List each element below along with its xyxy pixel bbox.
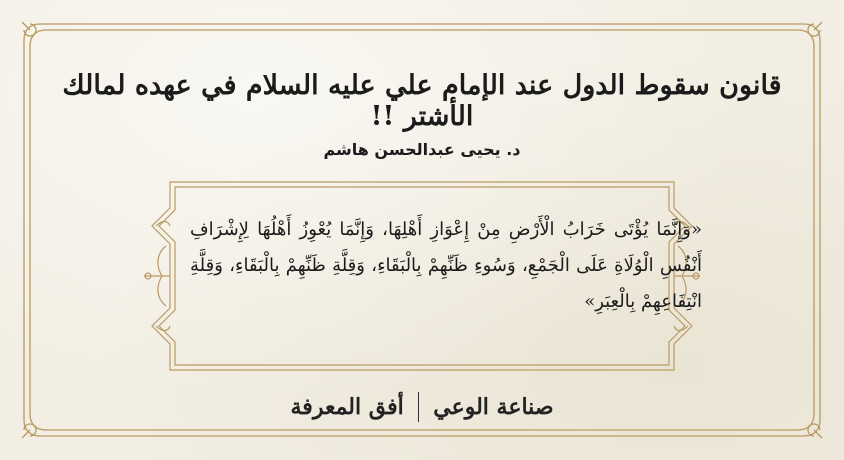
page-title: قانون سقوط الدول عند الإمام علي عليه السلام في عهده لمالك الأشتر !! xyxy=(62,70,782,132)
brand-slogan-left: أفق المعرفة xyxy=(290,394,404,420)
footer-brand xyxy=(270,392,574,422)
brand-separator xyxy=(418,392,420,422)
hadith-quote: «وَإِنَّمَا يُؤْتَى خَرَابُ الْأَرْضِ مِنْ إِعْوَازِ أَهْلِهَا، وَإِنَّمَا يُعْوِزُ أَهْلُهَا لِإِشْرَافِ أَنْفُسِ الْوُلَاةِ عَلَى الْجَمْعِ، وَسُوءِ ظَنِّهِمْ بِالْبَقَاءِ، وَقِلَّةِ ظَنِّهِمْ بِالْبَقَاءِ، وَقِلَّةِ انْتِفَاعِهِمْ بِالْعِبَرِ» xyxy=(190,219,702,312)
brand-slogan-right: صناعة الوعي xyxy=(433,394,554,420)
author-name: د. يحيى عبدالحسن هاشم xyxy=(323,140,521,159)
